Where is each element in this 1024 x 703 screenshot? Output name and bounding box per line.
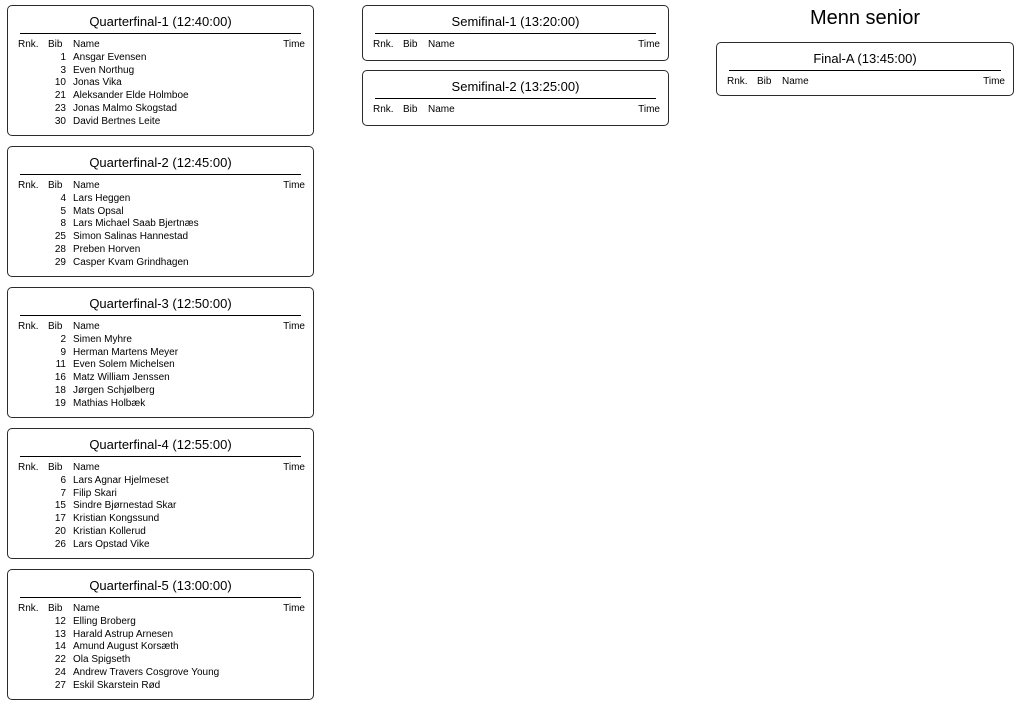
quarterfinal-2-card <box>7 146 314 277</box>
athlete-name: Harald Astrup Arnesen <box>73 628 174 640</box>
time-header: Time <box>638 104 660 115</box>
athlete-name: Mathias Holbæk <box>73 397 146 409</box>
time-header: Time <box>283 39 305 50</box>
athlete-name: David Bertnes Leite <box>73 115 161 127</box>
bib-header: Bib <box>403 104 418 115</box>
bib-header: Bib <box>757 76 772 87</box>
athlete-name: Lars Michael Saab Bjertnæs <box>73 218 199 230</box>
name-header: Name <box>73 462 100 473</box>
athlete-row <box>8 218 313 231</box>
bib: 15 <box>54 500 66 512</box>
rank-header: Rnk. <box>18 603 39 614</box>
bib: 24 <box>54 666 66 678</box>
bib: 3 <box>60 64 66 76</box>
athlete-row <box>8 616 313 629</box>
athlete-name: Lars Opstad Vike <box>73 538 150 550</box>
athlete-row <box>8 334 313 347</box>
name-header: Name <box>73 321 100 332</box>
name-header: Name <box>428 104 455 115</box>
athlete-row <box>8 116 313 129</box>
bib: 2 <box>60 333 66 345</box>
heat-header <box>717 76 1013 89</box>
athlete-row <box>8 359 313 372</box>
bib: 29 <box>54 256 66 268</box>
athlete-row <box>8 385 313 398</box>
athlete-name: Lars Agnar Hjelmeset <box>73 474 169 486</box>
bib-header: Bib <box>48 180 63 191</box>
athlete-name: Even Solem Michelsen <box>73 359 175 371</box>
bib: 20 <box>54 525 66 537</box>
athlete-row <box>8 680 313 693</box>
athlete-row <box>8 257 313 270</box>
athlete-row <box>8 77 313 90</box>
athlete-name: Elling Broberg <box>73 615 136 627</box>
athlete-row <box>8 206 313 219</box>
bib: 21 <box>54 90 66 102</box>
athlete-row <box>8 629 313 642</box>
athlete-name: Matz William Jenssen <box>73 372 170 384</box>
rank-header: Rnk. <box>18 39 39 50</box>
athlete-row <box>8 667 313 680</box>
bib-header: Bib <box>48 321 63 332</box>
athlete-name: Sindre Bjørnestad Skar <box>73 500 177 512</box>
heat-title: Semifinal-2 (13:25:00) <box>375 79 656 99</box>
athlete-row <box>8 526 313 539</box>
bib: 19 <box>54 397 66 409</box>
athlete-row <box>8 398 313 411</box>
athlete-row <box>8 372 313 385</box>
bib: 1 <box>60 51 66 63</box>
page-title: Menn senior <box>809 7 921 29</box>
quarterfinal-1-card <box>7 5 314 136</box>
athlete-row <box>8 65 313 78</box>
athlete-name: Even Northug <box>73 64 135 76</box>
quarterfinal-4-card <box>7 428 314 559</box>
bib: 23 <box>54 102 66 114</box>
rank-header: Rnk. <box>18 180 39 191</box>
athlete-row <box>8 52 313 65</box>
rank-header: Rnk. <box>18 462 39 473</box>
athlete-name: Eskil Skarstein Rød <box>73 679 161 691</box>
time-header: Time <box>983 76 1005 87</box>
heat-header <box>8 462 313 475</box>
bib: 12 <box>54 615 66 627</box>
rank-header: Rnk. <box>373 104 394 115</box>
athlete-name: Kristian Kongssund <box>73 513 160 525</box>
heat-header <box>8 603 313 616</box>
athlete-name: Amund August Korsæth <box>73 641 179 653</box>
athlete-name: Ansgar Evensen <box>73 51 147 63</box>
name-header: Name <box>782 76 809 87</box>
time-header: Time <box>283 603 305 614</box>
name-header: Name <box>73 180 100 191</box>
athlete-row <box>8 231 313 244</box>
heat-title: Quarterfinal-3 (12:50:00) <box>20 296 301 316</box>
bib: 7 <box>60 487 66 499</box>
athlete-name: Ola Spigseth <box>73 654 131 666</box>
athlete-name: Simon Salinas Hannestad <box>73 231 189 243</box>
bib-header: Bib <box>48 603 63 614</box>
name-header: Name <box>73 39 100 50</box>
bib: 18 <box>54 384 66 396</box>
bib: 11 <box>55 359 66 371</box>
bib: 26 <box>54 538 66 550</box>
heat-header <box>363 104 668 117</box>
athlete-name: Filip Skari <box>73 487 117 499</box>
bib: 9 <box>60 346 66 358</box>
bib-header: Bib <box>403 39 418 50</box>
bib: 13 <box>54 628 66 640</box>
bib: 10 <box>54 77 66 89</box>
athlete-row <box>8 90 313 103</box>
athlete-row <box>8 193 313 206</box>
athlete-row <box>8 513 313 526</box>
semifinal-2-card <box>362 70 669 126</box>
athlete-row <box>8 539 313 552</box>
athlete-name: Jonas Malmo Skogstad <box>73 102 177 114</box>
heat-title: Quarterfinal-1 (12:40:00) <box>20 14 301 34</box>
athlete-row <box>8 475 313 488</box>
athlete-row <box>8 347 313 360</box>
athlete-name: Herman Martens Meyer <box>73 346 179 358</box>
bib: 28 <box>54 243 66 255</box>
athlete-name: Mats Opsal <box>73 205 124 217</box>
rank-header: Rnk. <box>18 321 39 332</box>
bib: 8 <box>60 218 66 230</box>
athlete-row <box>8 500 313 513</box>
bib: 27 <box>54 679 66 691</box>
athlete-name: Jonas Vika <box>73 77 122 89</box>
quarterfinal-5-card <box>7 569 314 700</box>
time-header: Time <box>283 180 305 191</box>
heat-header <box>363 39 668 52</box>
bib-header: Bib <box>48 462 63 473</box>
athlete-name: Lars Heggen <box>73 192 131 204</box>
bib: 5 <box>60 205 66 217</box>
rank-header: Rnk. <box>727 76 748 87</box>
athlete-name: Simen Myhre <box>73 333 132 345</box>
heat-header <box>8 39 313 52</box>
bib: 22 <box>54 654 66 666</box>
name-header: Name <box>73 603 100 614</box>
heat-header <box>8 180 313 193</box>
athlete-row <box>8 244 313 257</box>
athlete-name: Jørgen Schjølberg <box>73 384 155 396</box>
time-header: Time <box>283 462 305 473</box>
athlete-name: Casper Kvam Grindhagen <box>73 256 189 268</box>
heat-title: Quarterfinal-4 (12:55:00) <box>20 437 301 457</box>
bib-header: Bib <box>48 39 63 50</box>
heat-title: Quarterfinal-2 (12:45:00) <box>20 155 301 175</box>
athlete-row <box>8 103 313 116</box>
name-header: Name <box>428 39 455 50</box>
bib: 6 <box>60 474 66 486</box>
athlete-name: Kristian Kollerud <box>73 525 146 537</box>
final-a-card <box>716 42 1014 96</box>
bib: 30 <box>54 115 66 127</box>
bib: 14 <box>54 641 66 653</box>
bib: 17 <box>54 513 66 525</box>
time-header: Time <box>638 39 660 50</box>
athlete-name: Andrew Travers Cosgrove Young <box>73 666 220 678</box>
heat-title: Quarterfinal-5 (13:00:00) <box>20 578 301 598</box>
athlete-row <box>8 488 313 501</box>
rank-header: Rnk. <box>373 39 394 50</box>
quarterfinal-3-card <box>7 287 314 418</box>
bib: 25 <box>54 231 66 243</box>
athlete-row <box>8 641 313 654</box>
bib: 4 <box>60 192 66 204</box>
heat-header <box>8 321 313 334</box>
time-header: Time <box>283 321 305 332</box>
semifinal-1-card <box>362 5 669 61</box>
athlete-row <box>8 654 313 667</box>
heat-title: Final-A (13:45:00) <box>729 51 1001 71</box>
heat-title: Semifinal-1 (13:20:00) <box>375 14 656 34</box>
athlete-name: Preben Horven <box>73 243 141 255</box>
bib: 16 <box>54 372 66 384</box>
athlete-name: Aleksander Elde Holmboe <box>73 90 189 102</box>
